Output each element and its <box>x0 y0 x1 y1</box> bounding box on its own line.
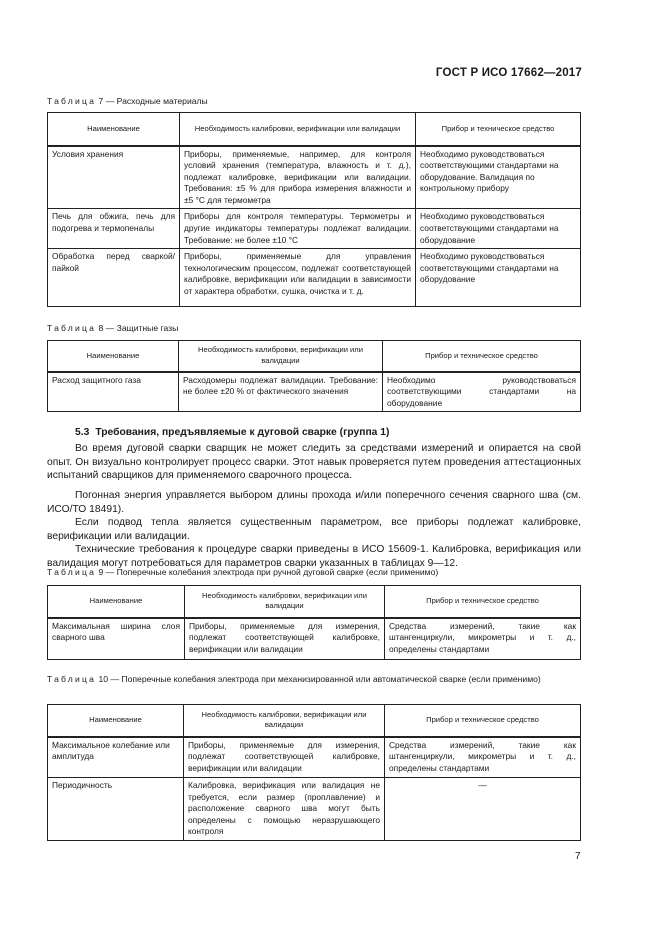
paragraph: Технические требования к процедуре сварки приведены в ИСО 15609-1. Калибровка, верификация или валидация могут потребоваться для параметров сварки указанных в таблицах 9—12. <box>47 544 581 569</box>
cell-need: Приборы, применяемые для управления технологическим процессом, подлежат соответствующей калибровке, верификации или валидации в зависимости от характера обработки, сушка, очистка и т. д. <box>180 249 416 307</box>
table-label: Таблица <box>47 96 97 106</box>
column-header-device: Прибор и техническое средство <box>385 705 581 737</box>
cell-need: Расходомеры подлежат валидации. Требование: не более ±20 % от фактического значения <box>179 372 383 412</box>
column-header-need: Необходимость калибровки, верификации или валидации <box>180 113 416 146</box>
column-header-name: Наименование <box>48 113 180 146</box>
paragraph: Погонная энергия управляется выбором длины прохода и/или поперечного сечения сварного шва (см. ИСО/ТО 18491). <box>47 490 581 515</box>
cell-need: Приборы, применяемые для измерения, подлежат соответствующей калибровке, верификации или валидации <box>185 618 385 660</box>
table-label: Таблица <box>47 674 97 684</box>
cell-device: Необходимо руководствоваться соответствующими стандартами на оборудование <box>416 249 581 307</box>
column-header-name: Наименование <box>48 341 179 372</box>
table-10 <box>47 704 581 841</box>
cell-name: Расход защитного газа <box>48 372 179 412</box>
table-9-caption <box>47 566 438 579</box>
table-row <box>48 618 581 660</box>
cell-name: Условия хранения <box>48 146 180 209</box>
column-header-device: Прибор и техническое средство <box>383 341 581 372</box>
column-header-device: Прибор и техническое средство <box>416 113 581 146</box>
table-row <box>48 209 581 249</box>
cell-need: Приборы для контроля температуры. Термометры и другие индикаторы температуры подлежат валидации. Требование: не более ±10 °С <box>180 209 416 249</box>
section-title: Требования, предъявляемые к дуговой сварке (группа 1) <box>95 427 390 438</box>
paragraph: Во время дуговой сварки сварщик не может следить за средствами измерений и опирается на свой опыт. Он визуально контролирует процесс сварки. Этот навык проверяется путем проведения аттестационных испытаний сварщиков для применяемого сварочного процесса. <box>47 443 581 482</box>
table-title: 7 — Расходные материалы <box>98 96 208 106</box>
cell-device: Необходимо руководствоваться соответствующими стандартами на оборудование. Валидация по контрольному прибору <box>416 146 581 209</box>
table-title: 10 — Поперечные колебания электрода при механизированной или автоматической сварке (если применимо) <box>98 674 541 684</box>
standard-designation: ГОСТ Р ИСО 17662—2017 <box>435 67 582 79</box>
section-number: 5.3 <box>75 427 90 438</box>
column-header-name: Наименование <box>48 586 185 618</box>
table-row <box>48 146 581 209</box>
column-header-name: Наименование <box>48 705 184 737</box>
paragraph: Если подвод тепла является существенным параметром, все приборы подлежат калибровке, верификации или валидации. <box>47 517 581 542</box>
cell-device: — <box>385 778 581 841</box>
cell-device: Необходимо руководствоваться соответствующими стандартами на оборудование <box>383 372 581 412</box>
cell-name: Обработка перед сваркой/пайкой <box>48 249 180 307</box>
table-title: 9 — Поперечные колебания электрода при ручной дуговой сварке (если применимо) <box>98 567 439 577</box>
table-8 <box>47 340 581 412</box>
table-row <box>48 372 581 412</box>
table-row <box>48 778 581 841</box>
page-number: 7 <box>575 851 581 862</box>
table-7 <box>47 112 581 307</box>
cell-need: Калибровка, верификация или валидация не требуется, если размер (проплавление) и расположение сварного шва могут быть определены с помощью неразрушающего контроля <box>184 778 385 841</box>
column-header-device: Прибор и техническое средство <box>385 586 581 618</box>
column-header-need: Необходимость калибровки, верификации или валидации <box>185 586 385 618</box>
cell-device: Средства измерений, такие как штангенциркули, микрометры и т. д., определены стандартами <box>385 737 581 778</box>
table-row <box>48 249 581 307</box>
table-label: Таблица <box>47 323 97 333</box>
section-heading <box>75 427 389 438</box>
cell-name: Печь для обжига, печь для подогрева и термопеналы <box>48 209 180 249</box>
table-title: 8 — Защитные газы <box>98 323 179 333</box>
table-label: Таблица <box>47 567 97 577</box>
column-header-need: Необходимость калибровки, верификации или валидации <box>179 341 383 372</box>
cell-name: Максимальное колебание или амплитуда <box>48 737 184 778</box>
cell-name: Максимальная ширина слоя сварного шва <box>48 618 185 660</box>
cell-name: Периодичность <box>48 778 184 841</box>
table-9 <box>47 585 581 660</box>
table-row <box>48 737 581 778</box>
cell-device: Средства измерений, такие как штангенциркули, микрометры и т. д., определены стандартами <box>385 618 581 660</box>
cell-need: Приборы, применяемые для измерения, подлежат соответствующей калибровке, верификации или валидации <box>184 737 385 778</box>
column-header-need: Необходимость калибровки, верификации или валидации <box>184 705 385 737</box>
table-10-caption <box>47 673 581 686</box>
table-7-caption <box>47 95 208 108</box>
table-8-caption <box>47 322 178 335</box>
cell-need: Приборы, применяемые, например, для контроля условий хранения (температура, влажность и т. д.), подлежат калибровке, верификации или валидации. Требования: ±5 % для прибора измерения влажности и ±5 °С для термометра <box>180 146 416 209</box>
cell-device: Необходимо руководствоваться соответствующими стандартами на оборудование <box>416 209 581 249</box>
